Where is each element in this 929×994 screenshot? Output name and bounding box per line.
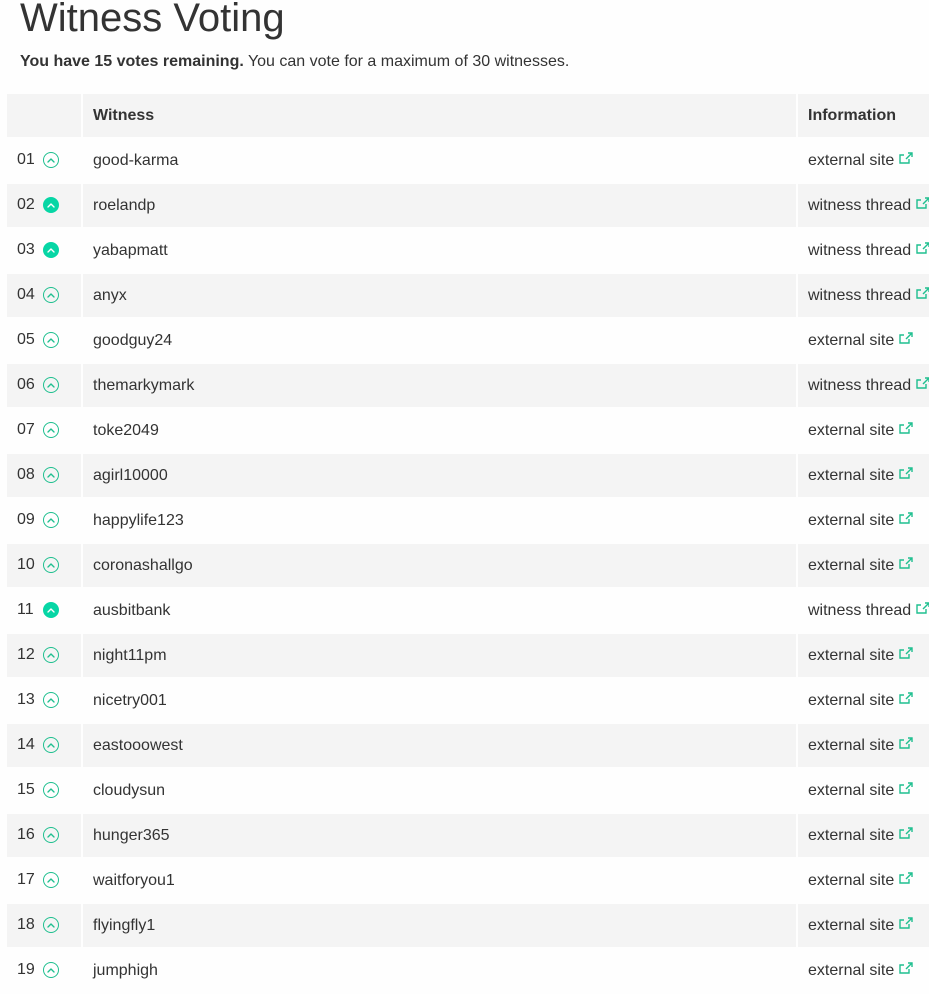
info-link[interactable] [808,557,913,574]
rank-number: 10 [17,556,35,574]
table-row [7,229,929,272]
external-link-icon [916,196,929,214]
witness-name: hunger365 [83,814,796,857]
info-link-label: external site [808,691,895,709]
external-link-icon [916,601,929,619]
info-link[interactable] [808,152,913,169]
external-link-icon [916,286,929,304]
info-cell [798,769,929,812]
rank-cell [7,409,81,452]
external-link-icon [899,961,913,979]
info-link-label: witness thread [808,286,912,304]
vote-button[interactable] [43,872,59,888]
header-information: Information [798,94,929,137]
voted-button[interactable] [43,242,59,258]
rank-number: 14 [17,736,35,754]
witness-name: themarkymark [83,364,796,407]
rank-number: 04 [17,286,35,304]
info-cell [798,679,929,722]
info-cell [798,454,929,497]
info-cell [798,184,929,227]
info-cell [798,724,929,767]
info-cell [798,229,929,272]
info-link[interactable] [808,917,913,934]
info-link-label: external site [808,736,895,754]
witness-name: jumphigh [83,949,796,992]
rank-cell [7,589,81,632]
info-link[interactable] [808,377,929,394]
table-row [7,319,929,362]
voted-button[interactable] [43,602,59,618]
info-link-label: external site [808,421,895,439]
witness-name: night11pm [83,634,796,677]
rank-cell [7,724,81,767]
external-link-icon [916,241,929,259]
table-row [7,364,929,407]
external-link-icon [899,556,913,574]
info-cell [798,544,929,587]
info-link-label: external site [808,826,895,844]
vote-button[interactable] [43,377,59,393]
rank-cell [7,679,81,722]
info-link-label: external site [808,331,895,349]
rank-cell [7,274,81,317]
info-cell [798,589,929,632]
rank-number: 06 [17,376,35,394]
rank-number: 17 [17,871,35,889]
rank-number: 03 [17,241,35,259]
rank-cell [7,814,81,857]
table-header-row [7,94,929,137]
rank-number: 08 [17,466,35,484]
table-row [7,859,929,902]
vote-button[interactable] [43,647,59,663]
external-link-icon [899,691,913,709]
rank-cell [7,544,81,587]
rank-cell [7,229,81,272]
info-link[interactable] [808,602,929,619]
witness-name: nicetry001 [83,679,796,722]
rank-number: 02 [17,196,35,214]
vote-button[interactable] [43,557,59,573]
vote-button[interactable] [43,332,59,348]
info-link-label: witness thread [808,376,912,394]
vote-button[interactable] [43,962,59,978]
witness-name: cloudysun [83,769,796,812]
table-row [7,904,929,947]
vote-button[interactable] [43,692,59,708]
rank-number: 11 [17,601,34,619]
witness-name: happylife123 [83,499,796,542]
header-rank [7,94,81,137]
info-link[interactable] [808,647,913,664]
rank-cell [7,454,81,497]
info-link[interactable] [808,422,913,439]
vote-button[interactable] [43,512,59,528]
header-witness: Witness [83,94,796,137]
table-row [7,544,929,587]
rank-number: 09 [17,511,35,529]
votes-maximum-text: You can vote for a maximum of 30 witnesses. [243,53,570,70]
external-link-icon [916,376,929,394]
info-link-label: witness thread [808,196,912,214]
external-link-icon [899,826,913,844]
info-link-label: external site [808,511,895,529]
info-link[interactable] [808,827,913,844]
info-link[interactable] [808,332,913,349]
info-link[interactable] [808,692,913,709]
table-row [7,409,929,452]
vote-button[interactable] [43,782,59,798]
witness-name: coronashallgo [83,544,796,587]
info-cell [798,499,929,542]
rank-cell [7,319,81,362]
witness-name: waitforyou1 [83,859,796,902]
rank-number: 01 [17,151,35,169]
info-link[interactable] [808,197,929,214]
voted-button[interactable] [43,197,59,213]
witness-name: yabapmatt [83,229,796,272]
rank-cell [7,904,81,947]
info-cell [798,904,929,947]
external-link-icon [899,421,913,439]
rank-cell [7,499,81,542]
witness-name: agirl10000 [83,454,796,497]
external-link-icon [899,916,913,934]
page-title: Witness Voting [20,0,285,40]
info-cell [798,949,929,992]
info-link[interactable] [808,962,913,979]
external-link-icon [899,736,913,754]
table-row [7,139,929,182]
table-row [7,814,929,857]
table-row [7,184,929,227]
info-link[interactable] [808,737,913,754]
table-row [7,949,929,992]
info-cell [798,274,929,317]
external-link-icon [899,511,913,529]
info-link-label: external site [808,781,895,799]
info-cell [798,634,929,677]
vote-button[interactable] [43,152,59,168]
info-link[interactable] [808,242,929,259]
info-link[interactable] [808,872,913,889]
info-link-label: external site [808,916,895,934]
info-link-label: external site [808,151,895,169]
rank-number: 05 [17,331,35,349]
rank-number: 18 [17,916,35,934]
info-link-label: external site [808,961,895,979]
rank-cell [7,949,81,992]
witness-table [7,92,929,994]
witness-name: ausbitbank [83,589,796,632]
witness-name: eastooowest [83,724,796,767]
rank-number: 19 [17,961,35,979]
table-row [7,499,929,542]
rank-number: 12 [17,646,35,664]
info-link[interactable] [808,287,929,304]
info-link-label: external site [808,871,895,889]
rank-cell [7,859,81,902]
info-cell [798,859,929,902]
witness-name: goodguy24 [83,319,796,362]
info-link-label: external site [808,556,895,574]
table-row [7,769,929,812]
info-cell [798,814,929,857]
rank-number: 16 [17,826,35,844]
info-link-label: witness thread [808,601,912,619]
rank-cell [7,769,81,812]
external-link-icon [899,466,913,484]
rank-number: 13 [17,691,35,709]
info-link[interactable] [808,782,913,799]
votes-remaining-text [20,53,569,71]
info-cell [798,409,929,452]
table-row [7,724,929,767]
external-link-icon [899,646,913,664]
table-row [7,454,929,497]
vote-button[interactable] [43,467,59,483]
votes-remaining-bold: You have 15 votes remaining. [20,53,244,70]
rank-number: 15 [17,781,35,799]
rank-number: 07 [17,421,35,439]
info-link[interactable] [808,512,913,529]
info-cell [798,139,929,182]
external-link-icon [899,871,913,889]
info-cell [798,364,929,407]
witness-name: roelandp [83,184,796,227]
info-link[interactable] [808,467,913,484]
rank-cell [7,139,81,182]
witness-name: toke2049 [83,409,796,452]
rank-cell [7,634,81,677]
vote-button[interactable] [43,287,59,303]
external-link-icon [899,151,913,169]
info-link-label: witness thread [808,241,912,259]
table-row [7,589,929,632]
rank-cell [7,184,81,227]
info-link-label: external site [808,466,895,484]
table-row [7,679,929,722]
info-link-label: external site [808,646,895,664]
external-link-icon [899,781,913,799]
rank-cell [7,364,81,407]
table-row [7,634,929,677]
vote-button[interactable] [43,737,59,753]
info-cell [798,319,929,362]
witness-name: flyingfly1 [83,904,796,947]
vote-button[interactable] [43,827,59,843]
external-link-icon [899,331,913,349]
table-row [7,274,929,317]
vote-button[interactable] [43,917,59,933]
witness-name: anyx [83,274,796,317]
vote-button[interactable] [43,422,59,438]
witness-name: good-karma [83,139,796,182]
